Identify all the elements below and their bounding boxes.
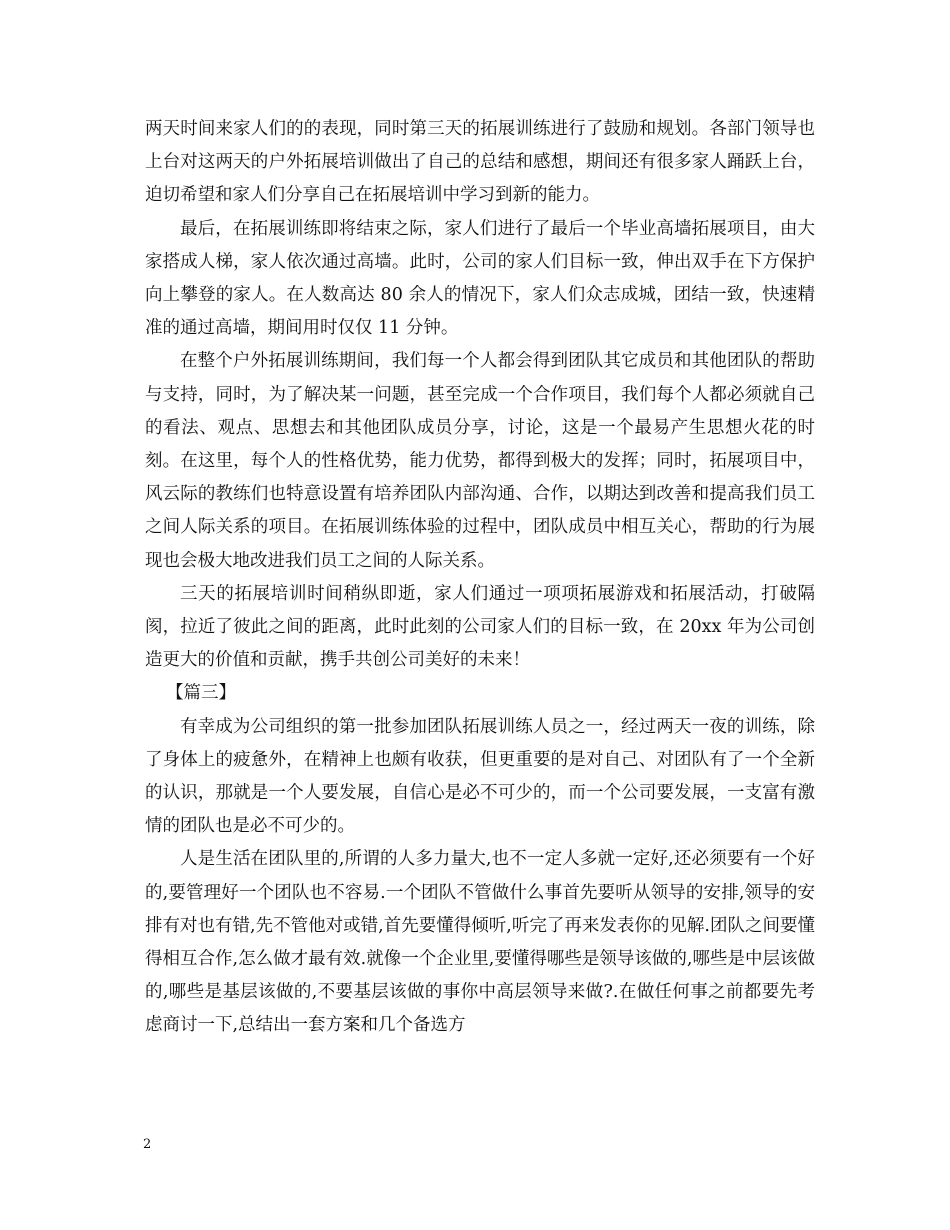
paragraph-team-management: 人是生活在团队里的,所谓的人多力量大,也不一定人多就一定好,还必须要有一个好的,要管理好一个团队也不容易.一个团队不管做什么事首先要听从领导的安排,领导的安排有对也有错,先不管他对或错,首先要懂得倾听,听完了再来发表你的见解.团队之间要懂得相互合作,怎么做才最有效.就像一个企业里,要懂得哪些是领导该做的,哪些是中层该做的,哪些是基层该做的,不要基层该做的事你中高层领导来做?.在做任何事之前都要先考虑商讨一下,总结出一套方案和几个备选方	[145, 849, 815, 1036]
page-number: 2	[143, 1137, 152, 1152]
document-body	[145, 113, 815, 1043]
paragraph-final-project: 最后，在拓展训练即将结束之际，家人们进行了最后一个毕业高墙拓展项目，由大家搭成人梯，家人依次通过高墙。此时，公司的家人们目标一致，伸出双手在下方保护向上攀登的家人。在人数高达 80 余人的情况下，家人们众志成城，团结一致，快速精准的通过高墙，期间用时仅仅 11 分钟。	[145, 218, 815, 339]
paragraph-conclusion: 三天的拓展培训时间稍纵即逝，家人们通过一项项拓展游戏和拓展活动，打破隔阂，拉近了彼此之间的距离，此时此刻的公司家人们的目标一致，在 20xx 年为公司创造更大的价值和贡献，携手共创公司美好的未来！	[145, 583, 815, 671]
paragraph-team-support: 在整个户外拓展训练期间，我们每一个人都会得到团队其它成员和其他团队的帮助与支持，同时，为了解决某一问题，甚至完成一个合作项目，我们每个人都必须就自己的看法、观点、思想去和其他团队成员分享，讨论，这是一个最易产生思想火花的时刻。在这里，每个人的性格优势，能力优势，都得到极大的发挥；同时，拓展项目中，风云际的教练们也特意设置有培养团队内部沟通、合作，以期达到改善和提高我们员工之间人际关系的项目。在拓展训练体验的过程中，团队成员中相互关心，帮助的行为展现也会极大地改进我们员工之间的人际关系。	[145, 351, 815, 571]
paragraph-continuation: 两天时间来家人们的的表现，同时第三天的拓展训练进行了鼓励和规划。各部门领导也上台对这两天的户外拓展培训做出了自己的总结和感想，期间还有很多家人踊跃上台，迫切希望和家人们分享自己在拓展培训中学习到新的能力。	[145, 119, 815, 206]
paragraph-part-three-intro: 有幸成为公司组织的第一批参加团队拓展训练人员之一，经过两天一夜的训练，除了身体上的疲惫外，在精神上也颇有收获，但更重要的是对自己、对团队有了一个全新的认识，那就是一个人要发展，自信心是必不可少的，而一个公司要发展，一支富有激情的团队也是必不可少的。	[145, 716, 815, 837]
section-heading: 【篇三】	[166, 683, 236, 704]
